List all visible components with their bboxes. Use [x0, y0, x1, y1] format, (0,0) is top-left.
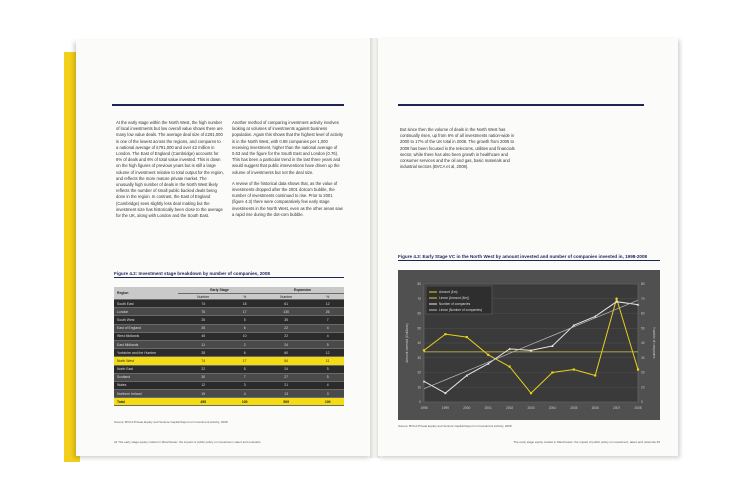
legend-label: Linear (Number of companies)	[439, 308, 483, 313]
paragraph: A review of the historical data shows that, as the value of investments dropped after the 2001 dotcom bubble, the number of investments continued to rise. Prior to 2001 (figure 4.3) there were comparatively few early stage investments in the North West, even as the other areas saw a rapid rise during the dot-com bubble.	[232, 180, 343, 217]
y2-tick-label: 20	[641, 370, 645, 375]
region-cell: West Midlands	[114, 332, 178, 340]
value-cell: 61	[261, 300, 311, 308]
table-row	[114, 381, 344, 389]
value-cell: 100	[311, 398, 344, 406]
data-point	[444, 333, 446, 335]
value-cell: 5	[311, 365, 344, 373]
value-cell: 509	[261, 398, 311, 406]
expansion-header: Expansion	[261, 287, 344, 294]
value-cell: 7	[228, 373, 261, 381]
value-cell: 2	[228, 340, 261, 348]
region-cell: Total	[114, 398, 178, 406]
x-tick-label: 2000	[463, 406, 471, 410]
header-rule-left	[112, 104, 344, 106]
table-total-row	[114, 398, 344, 406]
region-cell: Yorkshire and the Humber	[114, 349, 178, 357]
value-cell: 5	[228, 365, 261, 373]
line-chart	[398, 270, 660, 420]
paragraph: At the early stage within the North West, the high number of local investments but low overall value shows there are many low value deals. The average deal size of £291,000 is one of the lowest across the regions, and compares to a national average of £791,000 and over £2 million in London. The East of England (Cambridge) accounts for 6% of deals and 6% of total value invested. This is down on the high figures of previous years but is still a large volume of investment relative to total output for the region, and reflects the more mature private market. The unusually high number of deals in the North West likely reflects the number of small public backed deals being done in the region. In contrast, the East of England (Cambridge) sees slightly less deal making but the investment size has historically been close to the average for the UK, along with London and the South East.	[116, 120, 224, 219]
value-cell: 3	[311, 390, 344, 398]
value-cell: 13	[261, 390, 311, 398]
value-cell: 6	[228, 324, 261, 332]
value-cell: 24	[261, 365, 311, 373]
y2-tick-label: 60	[641, 311, 645, 316]
region-cell: Wales	[114, 381, 178, 389]
value-cell: 12	[311, 300, 344, 308]
table-row	[114, 316, 344, 324]
y-tick-label: 30	[417, 355, 421, 360]
region-cell: North East	[114, 365, 178, 373]
value-cell: 11	[311, 357, 344, 365]
y2-tick-label: 40	[641, 341, 645, 345]
region-cell: London	[114, 308, 178, 316]
y-tick-label: 40	[417, 341, 421, 345]
data-point	[487, 354, 489, 356]
data-point	[509, 366, 511, 368]
table-row	[114, 365, 344, 373]
value-cell: 76	[178, 308, 228, 316]
y2-tick-label: 70	[641, 296, 645, 301]
sub-header: Number	[261, 294, 311, 300]
region-cell: Scotland	[114, 373, 178, 381]
value-cell: 5	[311, 373, 344, 381]
paragraph: Another method of comparing investment activity involves looking at volumes of investments against business population. Again this shows that the highest level of activity is in the North West, with 0.98 companies per 1,000 receiving investment, higher than the national average of 0.63 and the figure for the South East and London (0.76). This has been a particular trend in the last three years and would suggest that public interventions have driven up the volume of investments but not the deal size.	[232, 120, 344, 175]
y-tick-label: 70	[417, 296, 421, 301]
table-row	[114, 349, 344, 357]
region-cell: North West	[114, 357, 178, 365]
region-header: Region	[114, 287, 178, 300]
chart-source: Source: BVCA Private Equity and Venture Capital Report on Investment Activity, 2008	[398, 424, 512, 428]
table-row	[114, 300, 344, 308]
x-tick-label: 1999	[441, 406, 449, 410]
y-tick-label: 60	[417, 311, 421, 316]
legend-label: Linear (Amount (£m))	[439, 296, 470, 301]
region-cell: South West	[114, 316, 178, 324]
y-tick-label: 10	[417, 385, 421, 390]
value-cell: 21	[261, 381, 311, 389]
x-tick-label: 2001	[484, 406, 492, 410]
value-cell: 45	[178, 332, 228, 340]
value-cell: 12	[311, 349, 344, 357]
value-cell: 10	[228, 332, 261, 340]
value-cell: 74	[178, 357, 228, 365]
value-cell: 17	[228, 357, 261, 365]
value-cell: 130	[261, 308, 311, 316]
value-cell: 24	[261, 340, 311, 348]
sub-header: %	[311, 294, 344, 300]
value-cell: 60	[261, 349, 311, 357]
y2-tick-label: 10	[641, 385, 645, 390]
y2-tick-label: 50	[641, 326, 645, 331]
x-tick-label: 2007	[613, 406, 621, 410]
right-footer: The early stage equity market in Manchester: the impact of public policy on investment, talent and networks 25	[513, 440, 660, 444]
value-cell: 4	[311, 381, 344, 389]
table-row	[114, 390, 344, 398]
y-tick-label: 20	[417, 370, 421, 375]
value-cell: 35	[261, 316, 311, 324]
value-cell: 19	[178, 390, 228, 398]
value-cell: 5	[228, 316, 261, 324]
value-cell: 5	[311, 340, 344, 348]
chart-title: Figure 4.3: Early Stage VC in the North West by amount invested and number of companies invested in, 1998-2008	[398, 254, 660, 261]
value-cell: 27	[261, 373, 311, 381]
data-point	[530, 392, 532, 394]
x-tick-label: 2004	[548, 406, 556, 410]
table-title: Figure 4.2: Investment stage breakdown by number of companies, 2008	[114, 271, 344, 278]
y-tick-label: 80	[417, 282, 421, 286]
table-source: Source: BVCA Private Equity and Venture Capital Report on Investment Activity, 2008	[114, 420, 228, 424]
x-tick-label: 2008	[634, 406, 642, 410]
table-row	[114, 324, 344, 332]
left-footer: 24 The early stage equity market in Manchester: the impact of public policy on investment, talent and networks	[114, 440, 261, 444]
table-row	[114, 340, 344, 348]
value-cell: 6	[228, 349, 261, 357]
value-cell: 28	[178, 349, 228, 357]
value-cell: 22	[261, 332, 311, 340]
value-cell: 30	[178, 373, 228, 381]
value-cell: 455	[178, 398, 228, 406]
data-point	[466, 336, 468, 338]
right-column-1	[400, 127, 520, 175]
data-point	[594, 374, 596, 376]
y2-tick-label: 30	[641, 355, 645, 360]
value-cell: 25	[178, 316, 228, 324]
y-tick-label: 50	[417, 326, 421, 331]
sub-header: Number	[178, 294, 228, 300]
chart-panel	[398, 270, 660, 420]
region-cell: East of England	[114, 324, 178, 332]
region-cell: South East	[114, 300, 178, 308]
sub-header: %	[228, 294, 261, 300]
value-cell: 22	[178, 365, 228, 373]
table-row	[114, 357, 344, 365]
data-point	[573, 368, 575, 370]
value-cell: 17	[228, 308, 261, 316]
value-cell: 7	[311, 316, 344, 324]
value-cell: 4	[228, 390, 261, 398]
value-cell: 18	[228, 300, 261, 308]
x-tick-label: 1998	[420, 406, 428, 410]
value-cell: 22	[261, 324, 311, 332]
value-cell: 100	[228, 398, 261, 406]
left-column-1	[116, 120, 224, 224]
header-rule-right	[398, 104, 644, 106]
value-cell: 54	[261, 357, 311, 365]
value-cell: 26	[311, 308, 344, 316]
early-stage-header: Early Stage	[178, 287, 261, 294]
paragraph: But since then the volume of deals in the North West has continually risen, up from 6% of all investments nation-wide in 2000 to 17% of the UK total in 2008. The growth from 2005 to 2008 has been focused in the telecoms, utilities and financials sector, while there has also been growth in healthcare and consumer services and the oil and gas, basic materials and industrial sectors (BVCA et al, 2008).	[400, 127, 515, 170]
value-cell: 74	[178, 300, 228, 308]
data-point	[551, 371, 553, 373]
y-tick-label: 0	[419, 400, 421, 404]
data-point	[616, 298, 618, 300]
y2-axis-label: Number of companies	[652, 327, 656, 359]
value-cell: 12	[178, 381, 228, 389]
data-point	[637, 368, 639, 370]
table-row	[114, 308, 344, 316]
y2-tick-label: 80	[641, 282, 645, 286]
table-row	[114, 373, 344, 381]
legend-label: Amount (£m)	[439, 290, 458, 295]
x-tick-label: 2006	[591, 406, 599, 410]
left-column-2	[232, 120, 344, 223]
table-row	[114, 332, 344, 340]
region-cell: Northern Ireland	[114, 390, 178, 398]
value-cell: 4	[311, 324, 344, 332]
data-point	[423, 349, 425, 351]
value-cell: 11	[178, 340, 228, 348]
investment-stage-table	[114, 287, 344, 406]
value-cell: 26	[178, 324, 228, 332]
value-cell: 4	[311, 332, 344, 340]
x-tick-label: 2005	[570, 406, 578, 410]
y2-tick-label: 0	[641, 400, 643, 404]
value-cell: 3	[228, 381, 261, 389]
x-tick-label: 2002	[506, 406, 514, 410]
x-tick-label: 2003	[527, 406, 535, 410]
legend-label: Number of companies	[439, 302, 471, 307]
y-axis-label: Amount invested (£millions)	[405, 323, 409, 363]
region-cell: East Midlands	[114, 340, 178, 348]
